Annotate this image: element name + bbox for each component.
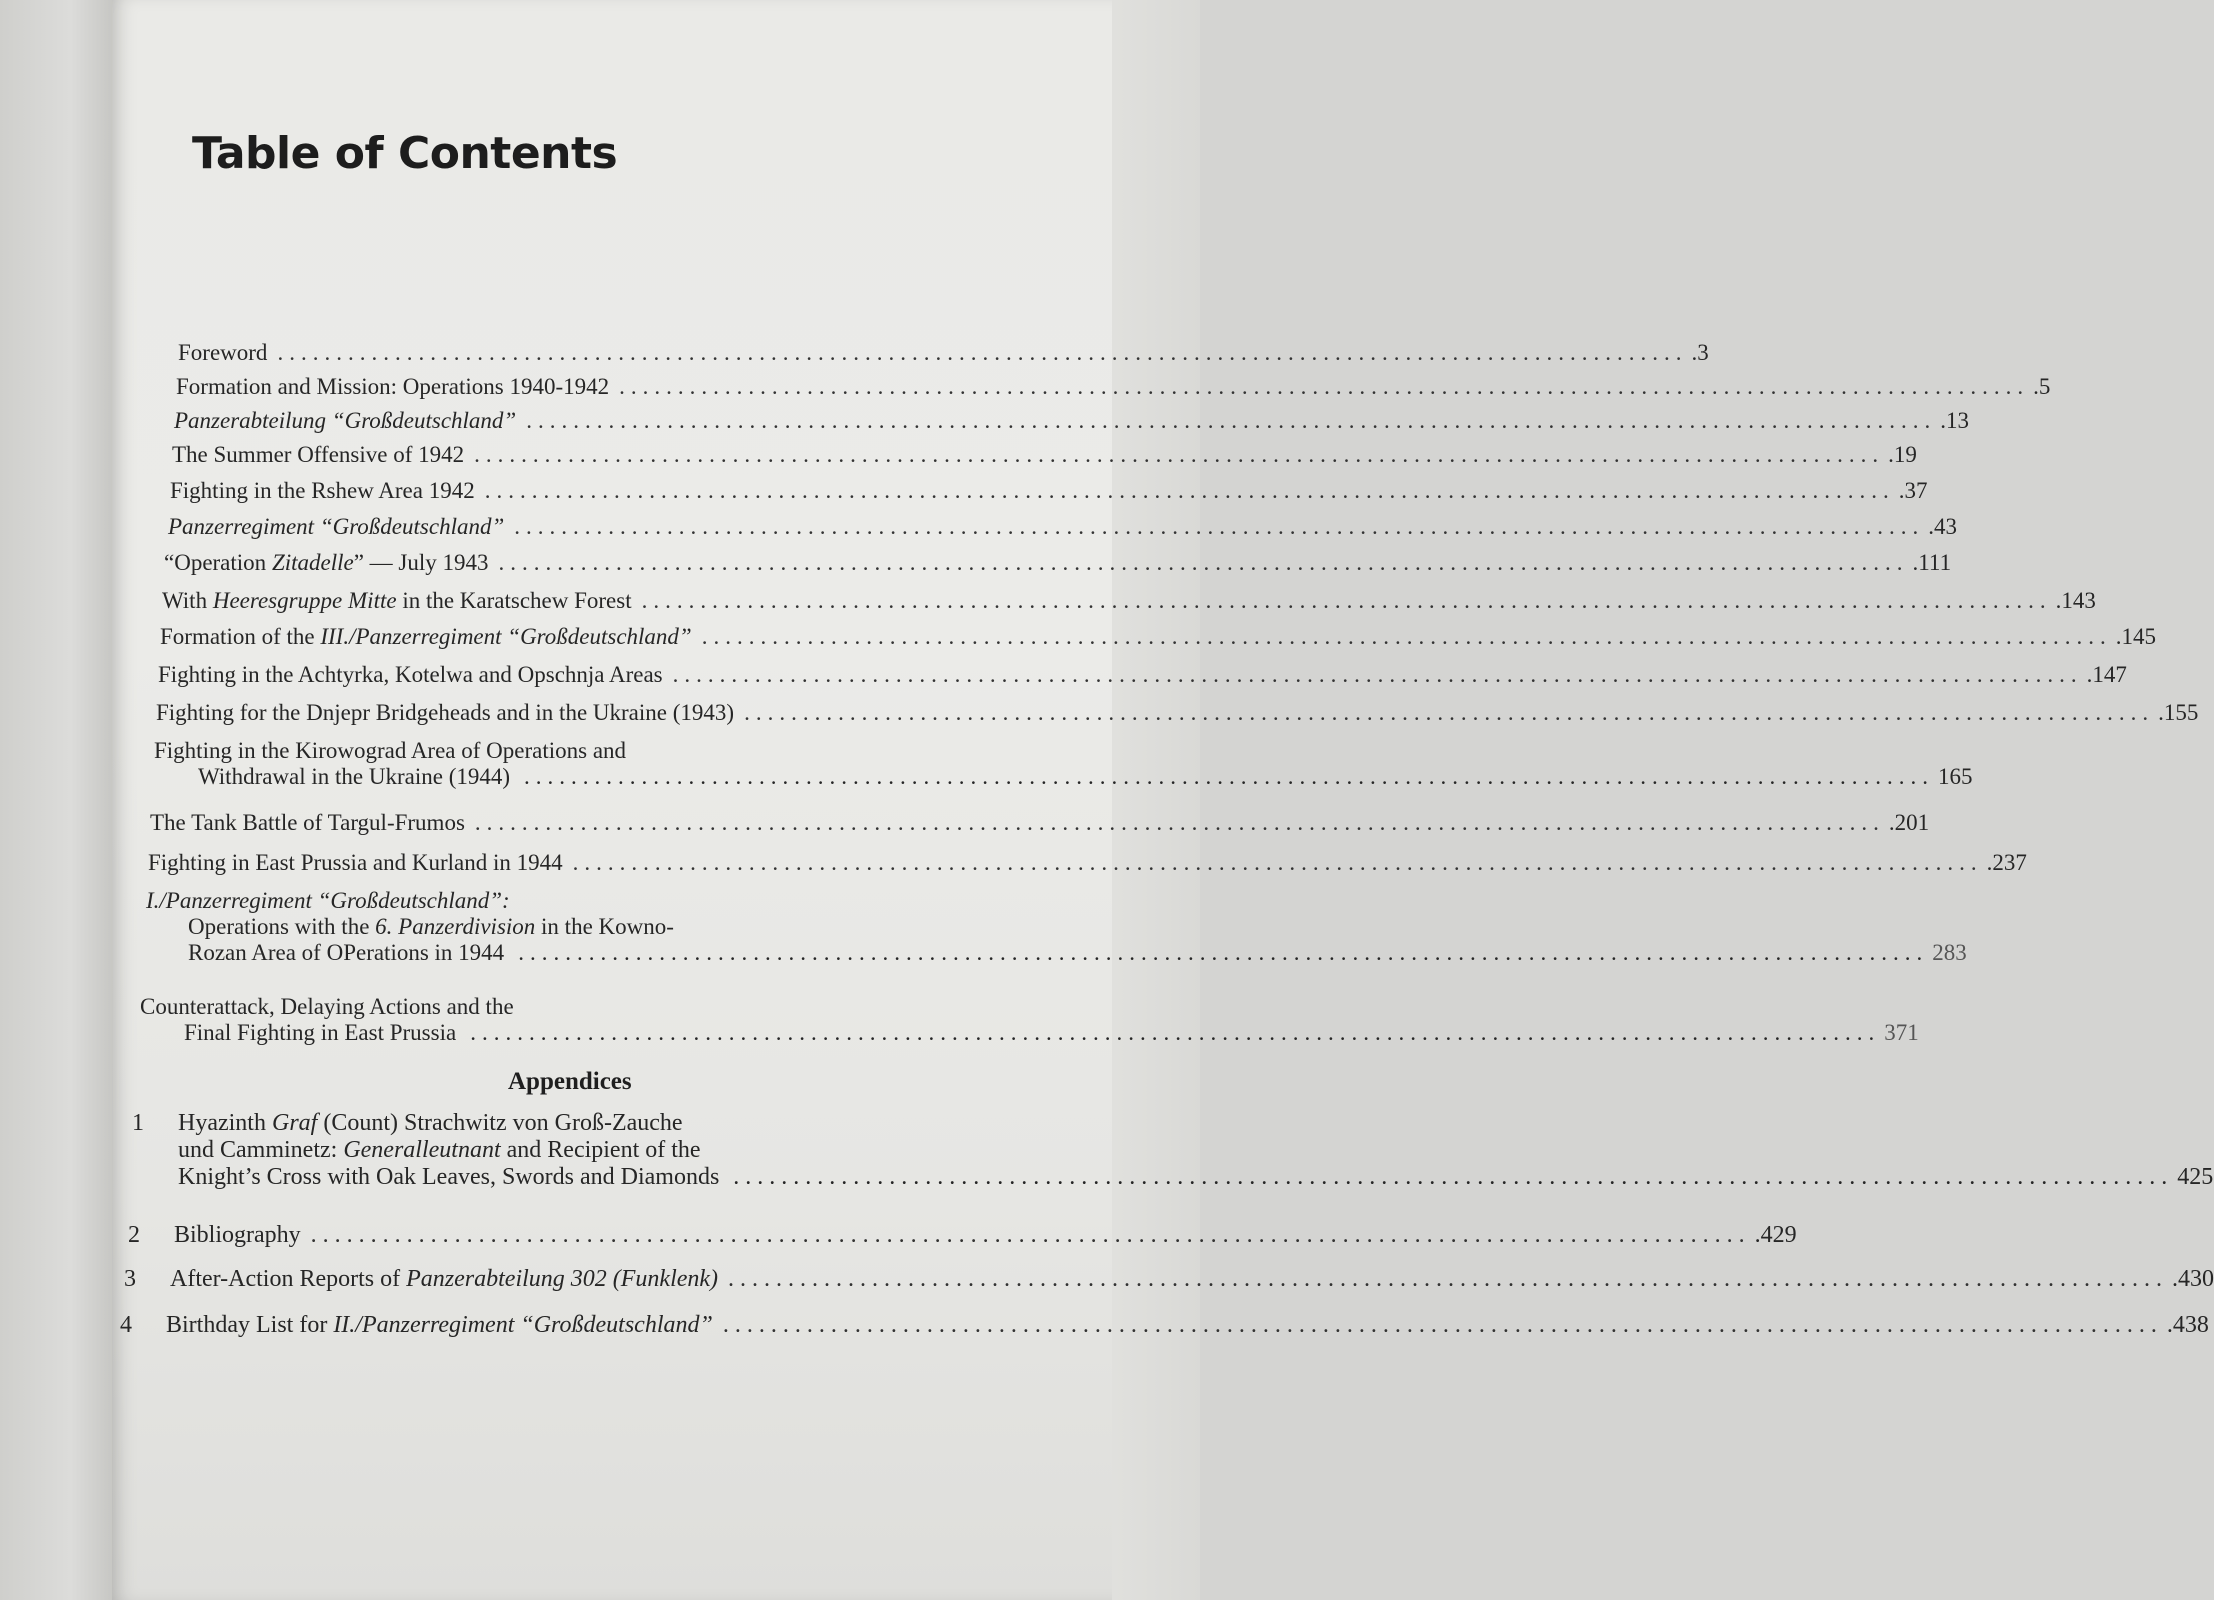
page-number: . 19 xyxy=(1888,442,1917,468)
dot-leader: ........................................................................................................................ xyxy=(641,588,2052,613)
page-number: . 43 xyxy=(1928,514,1957,540)
appendix-label: Bibliography xyxy=(174,1222,301,1248)
entry-label-line: Operations with the 6. Panzerdivision in the Kowno- xyxy=(188,913,674,939)
page-number: . 430 xyxy=(2172,1266,2214,1293)
toc-entry-formation-iii xyxy=(160,624,2156,650)
appendix-number: 4 xyxy=(120,1312,132,1338)
appendix-number: 1 xyxy=(132,1110,144,1136)
page-number: 165 xyxy=(1938,763,1973,789)
appendix-label-line: und Camminetz: Generalleutnant and Recipient of the xyxy=(178,1136,701,1163)
dot-leader: ........................................................................................................................ xyxy=(518,939,1929,965)
dot-leader: ........................................................................................................................ xyxy=(484,478,1895,503)
page-number: . 5 xyxy=(2033,374,2050,400)
toc-entry-rshew xyxy=(170,478,1928,504)
toc-entry-kirowograd xyxy=(154,738,1973,790)
appendix-label: After-Action Reports of Panzerabteilung 302 (Funklenk) xyxy=(170,1266,719,1292)
toc-entry-panzerabteilung xyxy=(174,408,1969,434)
entry-label: The Tank Battle of Targul-Frumos xyxy=(150,810,465,835)
appendices-heading: Appendices xyxy=(508,1068,632,1095)
dot-leader: ........................................................................................................................ xyxy=(498,550,1909,575)
toc-entry-formation xyxy=(176,374,2051,400)
toc-entry-panzerregiment xyxy=(168,514,1958,540)
toc-entry-summer-offensive xyxy=(172,442,1917,468)
page-number: . 237 xyxy=(1987,850,2027,876)
entry-label: Formation of the III./Panzerregiment “Großdeutschland” xyxy=(160,624,692,649)
appendix-item-2 xyxy=(128,1222,1797,1249)
toc-entry-foreword xyxy=(178,340,1709,366)
toc-entry-targul-frumos xyxy=(150,810,1930,836)
page-number: . 13 xyxy=(1940,408,1969,434)
toc-entry-dnjepr xyxy=(156,700,2199,726)
page-number: 371 xyxy=(1884,1019,1919,1045)
page-number: . 201 xyxy=(1889,810,1929,836)
entry-label-line: Final Fighting in East Prussia xyxy=(184,1019,457,1045)
entry-label: “Operation Zitadelle” — July 1943 xyxy=(164,550,489,575)
dot-leader: ........................................................................................................................ xyxy=(672,662,2083,687)
entry-label: Panzerabteilung “Großdeutschland” xyxy=(174,408,517,433)
entry-label: Fighting in the Rshew Area 1942 xyxy=(170,478,475,503)
entry-label-line: Fighting in the Kirowograd Area of Operations and xyxy=(154,738,627,763)
dot-leader: ........................................................................................................................ xyxy=(722,1312,2163,1338)
toc-entry-counterattack xyxy=(140,994,1919,1046)
entry-label: Fighting in East Prussia and Kurland in 1944 xyxy=(148,850,563,875)
dot-leader: ........................................................................................................................ xyxy=(310,1222,1751,1248)
page-number: . 147 xyxy=(2087,662,2127,688)
appendix-item-1 xyxy=(132,1110,2214,1191)
toc-entry-achtyrka xyxy=(158,662,2127,688)
entry-label: Fighting in the Achtyrka, Kotelwa and Opschnja Areas xyxy=(158,662,663,687)
dot-leader: ........................................................................................................................ xyxy=(572,850,1983,875)
dot-leader: ........................................................................................................................ xyxy=(514,514,1925,539)
dot-leader: ........................................................................................................................ xyxy=(733,1163,2174,1190)
page-number: . 438 xyxy=(2167,1312,2209,1339)
entry-label: The Summer Offensive of 1942 xyxy=(172,442,465,467)
entry-label-line: Rozan Area of OPerations in 1944 xyxy=(188,939,505,965)
appendix-item-3 xyxy=(124,1266,2214,1293)
entry-label: Foreword xyxy=(178,340,268,365)
entry-label-line: Counterattack, Delaying Actions and the xyxy=(140,994,514,1019)
dot-leader: ........................................................................................................................ xyxy=(474,442,1885,467)
dot-leader: ........................................................................................................................ xyxy=(474,810,1885,835)
entry-label: Panzerregiment “Großdeutschland” xyxy=(168,514,505,539)
entry-label-line: Withdrawal in the Ukraine (1944) xyxy=(198,763,511,789)
appendix-label-line: Knight’s Cross with Oak Leaves, Swords and Diamonds xyxy=(178,1163,720,1190)
dot-leader: ........................................................................................................................ xyxy=(524,763,1935,789)
page-number: . 429 xyxy=(1755,1222,1797,1249)
page-number: . 155 xyxy=(2158,700,2198,726)
page-number: . 37 xyxy=(1899,478,1928,504)
entry-label-line: I./Panzerregiment “Großdeutschland”: xyxy=(146,888,510,913)
toc-entry-east-prussia-1944 xyxy=(148,850,2027,876)
toc-entry-heeresgruppe xyxy=(162,588,2096,614)
page-number: . 3 xyxy=(1691,340,1708,366)
appendix-number: 3 xyxy=(124,1266,136,1292)
appendix-number: 2 xyxy=(128,1222,140,1248)
page-number: 283 xyxy=(1932,939,1967,965)
page-number: . 143 xyxy=(2056,588,2096,614)
dot-leader: ........................................................................................................................ xyxy=(526,408,1937,433)
page-number: 425 xyxy=(2177,1163,2214,1190)
dot-leader: ........................................................................................................................ xyxy=(277,340,1688,365)
appendix-label-line: 1 Hyazinth Graf (Count) Strachwitz von Groß-Zauche xyxy=(132,1110,683,1136)
entry-label: With Heeresgruppe Mitte in the Karatschew Forest xyxy=(162,588,632,613)
toc-entry-zitadelle xyxy=(164,550,1952,576)
dot-leader: ........................................................................................................................ xyxy=(470,1019,1881,1045)
entry-label: Formation and Mission: Operations 1940-1942 xyxy=(176,374,610,399)
toc-entry-i-panzerregiment xyxy=(146,888,1967,965)
dot-leader: ........................................................................................................................ xyxy=(619,374,2030,399)
dot-leader: ........................................................................................................................ xyxy=(744,700,2155,725)
dot-leader: ........................................................................................................................ xyxy=(701,624,2112,649)
page-number: . 145 xyxy=(2116,624,2156,650)
page-number: . 111 xyxy=(1913,550,1952,576)
dot-leader: ........................................................................................................................ xyxy=(728,1266,2169,1292)
page-title: Table of Contents xyxy=(192,128,618,179)
appendix-label: Birthday List for II./Panzerregiment “Großdeutschland” xyxy=(166,1312,713,1338)
entry-label: Fighting for the Dnjepr Bridgeheads and in the Ukraine (1943) xyxy=(156,700,735,725)
appendix-item-4 xyxy=(120,1312,2209,1339)
